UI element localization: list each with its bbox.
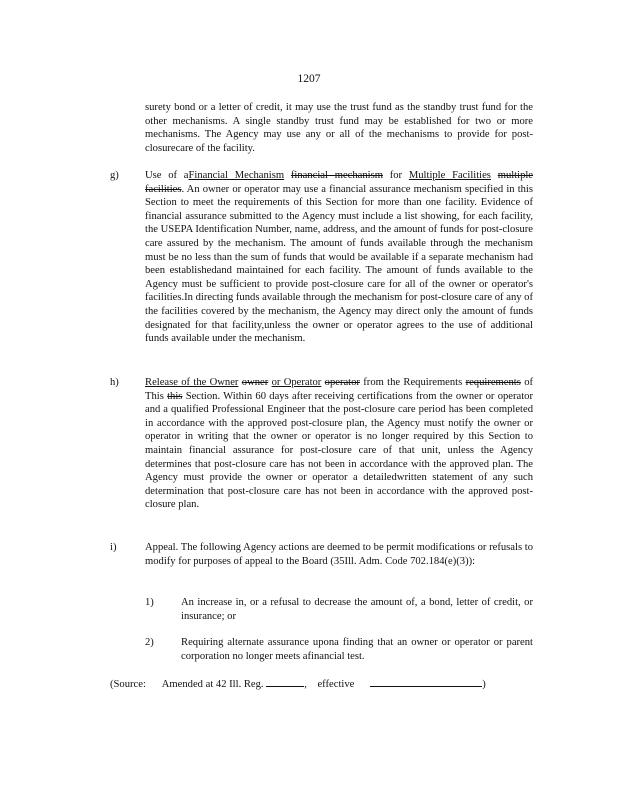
item-1-label: 1) bbox=[145, 597, 154, 608]
g-inserted-multiple-facilities: Multiple Facilities bbox=[408, 170, 491, 181]
section-i-label: i) bbox=[110, 542, 117, 553]
source-note bbox=[110, 676, 540, 692]
g-deleted-financial-mechanism: financial mechanism bbox=[290, 170, 383, 181]
g-text-for: for bbox=[389, 170, 403, 181]
section-i-paragraph: Appeal. The following Agency actions are deemed to be permit modifications or refusals to modify for purposes of appeal to the Board (35Ill. Adm. Code 702.184(e)(3)): bbox=[145, 542, 533, 567]
h-text-of-this: of This bbox=[145, 377, 534, 402]
h-inserted-release-owner: Release of the Owner bbox=[145, 377, 239, 388]
h-deleted-owner: owner bbox=[241, 377, 269, 388]
source-prefix: (Source: bbox=[110, 679, 146, 690]
h-deleted-this: this bbox=[167, 390, 183, 402]
section-g-label: g) bbox=[110, 170, 119, 181]
g-deleted-multiple-facilities: multiple facilities bbox=[145, 170, 534, 195]
item-1-text: An increase in, or a refusal to decrease the amount of, a bond, letter of credit, or insurance; or bbox=[181, 597, 533, 622]
source-amended: Amended at 42 Ill. Reg. bbox=[161, 679, 264, 690]
h-body-text: Section. Within 60 days after receiving certifications from the owner or operator and a qualified Professional Engineer that the post-closure care period has been completed in accordance with the approved post-closure plan, the Agency must notify the owner or operator in writing that the owner or operator is no longer required by this Section to maintain financial assurance for post-closure care of that unit, unless the Agency determines that post-closure care has not been in accordance with the approved plan. The Agency must provide the owner or operator a detailedwritten statement of any such determination that post-closure care has not been in accordance with the approved post-closure plan. bbox=[145, 390, 533, 511]
effective-date-blank bbox=[370, 676, 482, 687]
h-deleted-operator: operator bbox=[324, 377, 360, 388]
source-effective: effective bbox=[317, 679, 355, 690]
g-body-text: . An owner or operator may use a financial assurance mechanism specified in this Section to meet the requirements of this Section for more than one facility. Evidence of financial assurance submitted to the Agency must include a list showing, for each facility, the USEPA Identification Number, name, address, and the amount of funds for post-closure care assured by the mechanism. The amount of funds available through the mechanism must be no less than the sum of funds that would be available if a separate mechanism had been establishedand maintained for each facility. The amount of funds available to the Agency must be sufficient to provide post-closure care for all of the owner or operator's facilities.In directing funds available through the mechanism for post-closure care of any of the facilities covered by the mechanism, the Agency may direct only the amount of funds designated for that facility,unless the owner or operator agrees to the use of additional funds available under the mechanism. bbox=[145, 183, 534, 345]
register-volume-blank bbox=[266, 676, 304, 687]
g-inserted-financial-mechanism: Financial Mechanism bbox=[188, 170, 285, 181]
page-number: 1207 bbox=[297, 73, 321, 85]
section-g-paragraph bbox=[145, 169, 533, 346]
item-2-text: Requiring alternate assurance upona finding that an owner or operator or parent corporation no longer meets afinancial test. bbox=[181, 637, 533, 662]
g-text-1: Use of a bbox=[145, 170, 189, 181]
intro-paragraph: surety bond or a letter of credit, it may use the trust fund as the standby trust fund for the other mechanisms. A single standby trust fund may be established for two or more mechanisms. The Agency may use any or all of the mechanisms to provide for post-closurecare of the facility. bbox=[145, 102, 533, 154]
item-2-label: 2) bbox=[145, 637, 154, 648]
section-h-paragraph bbox=[145, 376, 533, 512]
source-comma: , bbox=[304, 679, 307, 690]
h-inserted-or-operator: or Operator bbox=[271, 377, 322, 388]
h-text-from-requirements: from the Requirements bbox=[363, 377, 463, 388]
h-deleted-requirements: requirements bbox=[465, 377, 521, 388]
section-h-label: h) bbox=[110, 377, 119, 388]
source-suffix: ) bbox=[482, 679, 486, 690]
